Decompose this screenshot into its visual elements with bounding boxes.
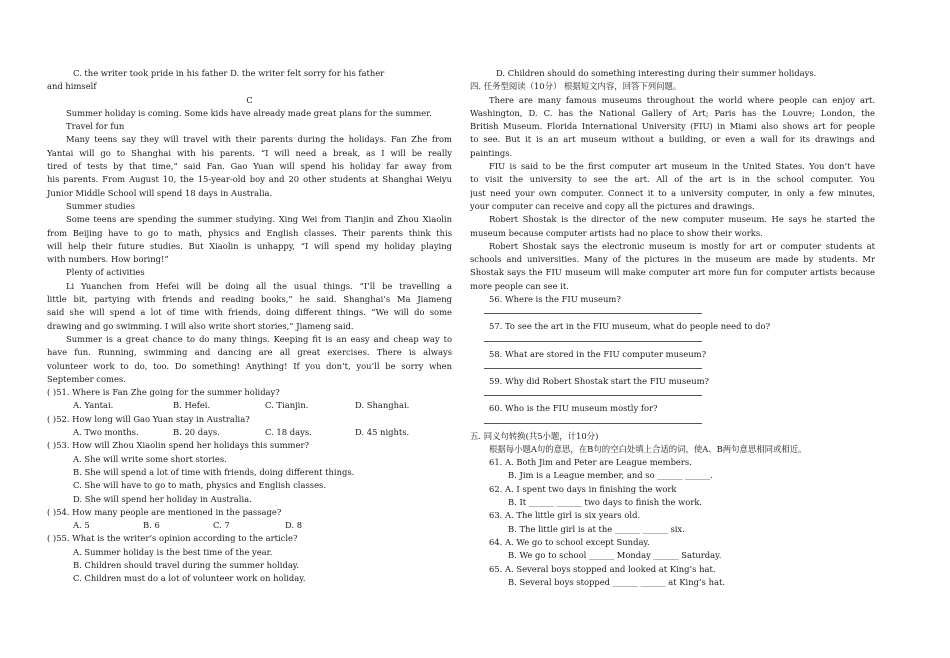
- paragraph-line: his parents. From August 10, the 15-year-old boy and 20 other students at Shanghai Weiyu: [47, 174, 452, 185]
- subheading-travel: Travel for fun: [66, 121, 125, 132]
- question-55-stem: ( )55. What is the writer’s opinion according to the article?: [47, 533, 298, 544]
- paragraph-line: more people can see it.: [470, 280, 569, 291]
- question-58: 58. What are stored in the FIU computer museum?: [489, 348, 707, 359]
- option[interactable]: B. Hefei.: [173, 400, 211, 411]
- answer-line-56[interactable]: [484, 306, 702, 314]
- question-57: 57. To see the art in the FIU museum, what do people need to do?: [489, 321, 771, 332]
- paragraph-line: Many teens say they will travel with their parents during the holidays. Fan Zhe from: [66, 134, 452, 145]
- paragraph-line: to see. But it is an art museum without a building, or even a wall for its drawings and: [470, 134, 875, 145]
- answer-line-60[interactable]: [484, 416, 702, 424]
- transform-62-b[interactable]: B. It ______ ______ two days to finish the work.: [508, 497, 703, 508]
- section-5-title: 五. 同义句转换(共5小题，计10分): [470, 430, 599, 441]
- paragraph-line: from Beijing have to go to math, physics and English classes. Their parents think this: [47, 227, 452, 238]
- option[interactable]: B. Children should travel during the summer holiday.: [73, 559, 300, 570]
- paragraph-line: your computer can receive and copy all the pictures and drawings.: [470, 200, 755, 211]
- option[interactable]: D. Shanghai.: [355, 400, 410, 411]
- paragraph-line: will help their future studies. But Xiaolin is unhappy, “I will spend my holiday playing: [47, 240, 452, 251]
- transform-63-b[interactable]: B. The little girl is at the ______ ______ six.: [508, 523, 685, 534]
- paragraph-line: Li Yuanchen from Hefei will be doing all the usual things. “I’ll be travelling a: [66, 280, 452, 291]
- subheading-studies: Summer studies: [66, 200, 135, 211]
- paragraph-line: British Museum. Florida International University (FIU) in Miami also shows art for people: [470, 121, 875, 132]
- question-51-stem: ( )51. Where is Fan Zhe going for the summer holiday?: [47, 387, 280, 398]
- transform-62-a: 62. A. I spent two days in finishing the work: [489, 483, 677, 494]
- option[interactable]: D. 45 nights.: [355, 427, 410, 438]
- paragraph-line: little bit, partying with friends and reading books,” he said. Shanghai’s Ma Jiameng: [47, 294, 452, 305]
- option[interactable]: B. 6: [143, 520, 160, 531]
- answer-line-58[interactable]: [484, 361, 702, 369]
- paragraph-line: Shostak says the FIU museum will make computer art more fun for computer artists because: [470, 267, 875, 278]
- question-54-options: [47, 519, 452, 532]
- paragraph-line: volunteer work to do, too. Do something! Anything! If you don’t, you’ll be sorry when: [47, 360, 452, 371]
- paragraph-line: Robert Shostak says the electronic museum is mostly for art or computer students at: [489, 240, 875, 251]
- paragraph-line: with numbers. How boring!”: [47, 254, 169, 265]
- paragraph-line: just need your own computer. Connect it to a university computer, in only a few minutes,: [470, 187, 875, 198]
- option[interactable]: B. 20 days.: [173, 427, 220, 438]
- paragraph-line: have fun. Running, swimming and dancing are all great exercises. There is always: [47, 347, 452, 358]
- paragraph-line: Junior Middle School will spend 18 days in Australia.: [47, 187, 273, 198]
- question-60: 60. Who is the FIU museum mostly for?: [489, 403, 658, 414]
- transform-61-a: 61. A. Both Jim and Peter are League members.: [489, 457, 692, 468]
- option[interactable]: C. Tianjin.: [265, 400, 309, 411]
- paragraph-line: Summer is a great chance to do many things. Keeping fit is an easy and cheap way to: [66, 333, 452, 344]
- question-52-options: [47, 426, 452, 439]
- option[interactable]: C. She will have to go to math, physics and English classes.: [73, 480, 326, 491]
- answer-line-59[interactable]: [484, 388, 702, 396]
- right-column: [470, 67, 875, 589]
- option[interactable]: C. Children must do a lot of volunteer work on holiday.: [73, 573, 306, 584]
- paragraph-line: Yantai will go to Shanghai with his parents. “I will need a break, as I will be really: [47, 147, 452, 158]
- question-54-stem: ( )54. How many people are mentioned in the passage?: [47, 506, 282, 517]
- option[interactable]: C. 18 days.: [265, 427, 312, 438]
- paragraph-line: schools and universities. Many of the pictures in the museum are made by students. Mr: [470, 254, 875, 265]
- transform-61-b[interactable]: B. Jim is a League member, and so ______ ______.: [508, 470, 713, 481]
- prev-question-options-cont: and himself: [47, 81, 97, 92]
- paragraph-line: FIU is said to be the first computer art museum in the United States. You don’t have: [489, 161, 875, 172]
- paragraph-line: said she will spend a lot of time with friends, doing different things. “We will do some: [47, 307, 452, 318]
- question-51-options: [47, 399, 452, 412]
- transform-63-a: 63. A. The little girl is six years old.: [489, 510, 641, 521]
- option[interactable]: A. Two months.: [73, 427, 139, 438]
- passage-label: C: [246, 94, 253, 105]
- paragraph-line: There are many famous museums throughout the world where people can enjoy art.: [489, 94, 875, 105]
- transform-64-b[interactable]: B. We go to school ______ Monday ______ Saturday.: [508, 550, 722, 561]
- section-5-instructions: 根据每小题A句的意思，在B句的空白处填上合适的词，使A、B两句意思相同或相近。: [489, 443, 807, 454]
- option[interactable]: A. Summer holiday is the best time of the year.: [73, 546, 273, 557]
- question-53-stem: ( )53. How will Zhou Xiaolin spend her holidays this summer?: [47, 440, 309, 451]
- paragraph-line: Some teens are spending the summer studying. Xing Wei from Tianjin and Zhou Xiaolin: [66, 214, 452, 225]
- paragraph-line: Washington, D. C. has the National Gallery of Art; Paris has the Louvre; London, the: [470, 107, 875, 118]
- option[interactable]: A. 5: [73, 520, 90, 531]
- answer-line-57[interactable]: [484, 334, 702, 342]
- paragraph-line: September comes.: [47, 373, 126, 384]
- prev-question-options: C. the writer took pride in his father D. the writer felt sorry for his father: [73, 68, 385, 78]
- paragraph-line: Robert Shostak is the director of the new computer museum. He says he started the: [489, 214, 875, 225]
- option[interactable]: D. She will spend her holiday in Australia.: [73, 493, 252, 504]
- transform-64-a: 64. A. We go to school except Sunday.: [489, 536, 650, 547]
- paragraph-line: paintings.: [470, 147, 513, 158]
- option[interactable]: D. Children should do something interesting during their summer holidays.: [496, 68, 817, 78]
- paragraph-line: to visit the university to see the art. All of the art is in the school computer. You: [470, 174, 875, 185]
- option[interactable]: C. 7: [213, 520, 230, 531]
- option[interactable]: D. 8: [285, 520, 303, 531]
- paragraph-line: drawing and go swimming. I will also write short stories,” Jiameng said.: [47, 320, 354, 331]
- subheading-activities: Plenty of activities: [66, 267, 145, 278]
- option[interactable]: A. Yantai.: [73, 400, 114, 411]
- transform-65-b[interactable]: B. Several boys stopped ______ ______ at King’s hat.: [508, 576, 726, 587]
- option[interactable]: A. She will write some short stories.: [73, 453, 227, 464]
- question-56: 56. Where is the FIU museum?: [489, 294, 621, 305]
- paragraph-line: museum because computer artists had no place to show their works.: [470, 227, 763, 238]
- option[interactable]: B. She will spend a lot of time with friends, doing different things.: [73, 466, 355, 477]
- passage-intro: Summer holiday is coming. Some kids have already made great plans for the summer.: [66, 107, 432, 118]
- transform-65-a: 65. A. Several boys stopped and looked at King’s hat.: [489, 563, 716, 574]
- section-4-title: 四. 任务型阅读（10分） 根据短文内容，回答下列问题。: [470, 81, 682, 92]
- paragraph-line: tired of tests by that time,” said Fan. Gao Yuan will spend his holiday far away from: [47, 161, 452, 172]
- question-52-stem: ( )52. How long will Gao Yuan stay in Australia?: [47, 413, 250, 424]
- left-column: [47, 67, 452, 586]
- question-59: 59. Why did Robert Shostak start the FIU museum?: [489, 375, 710, 386]
